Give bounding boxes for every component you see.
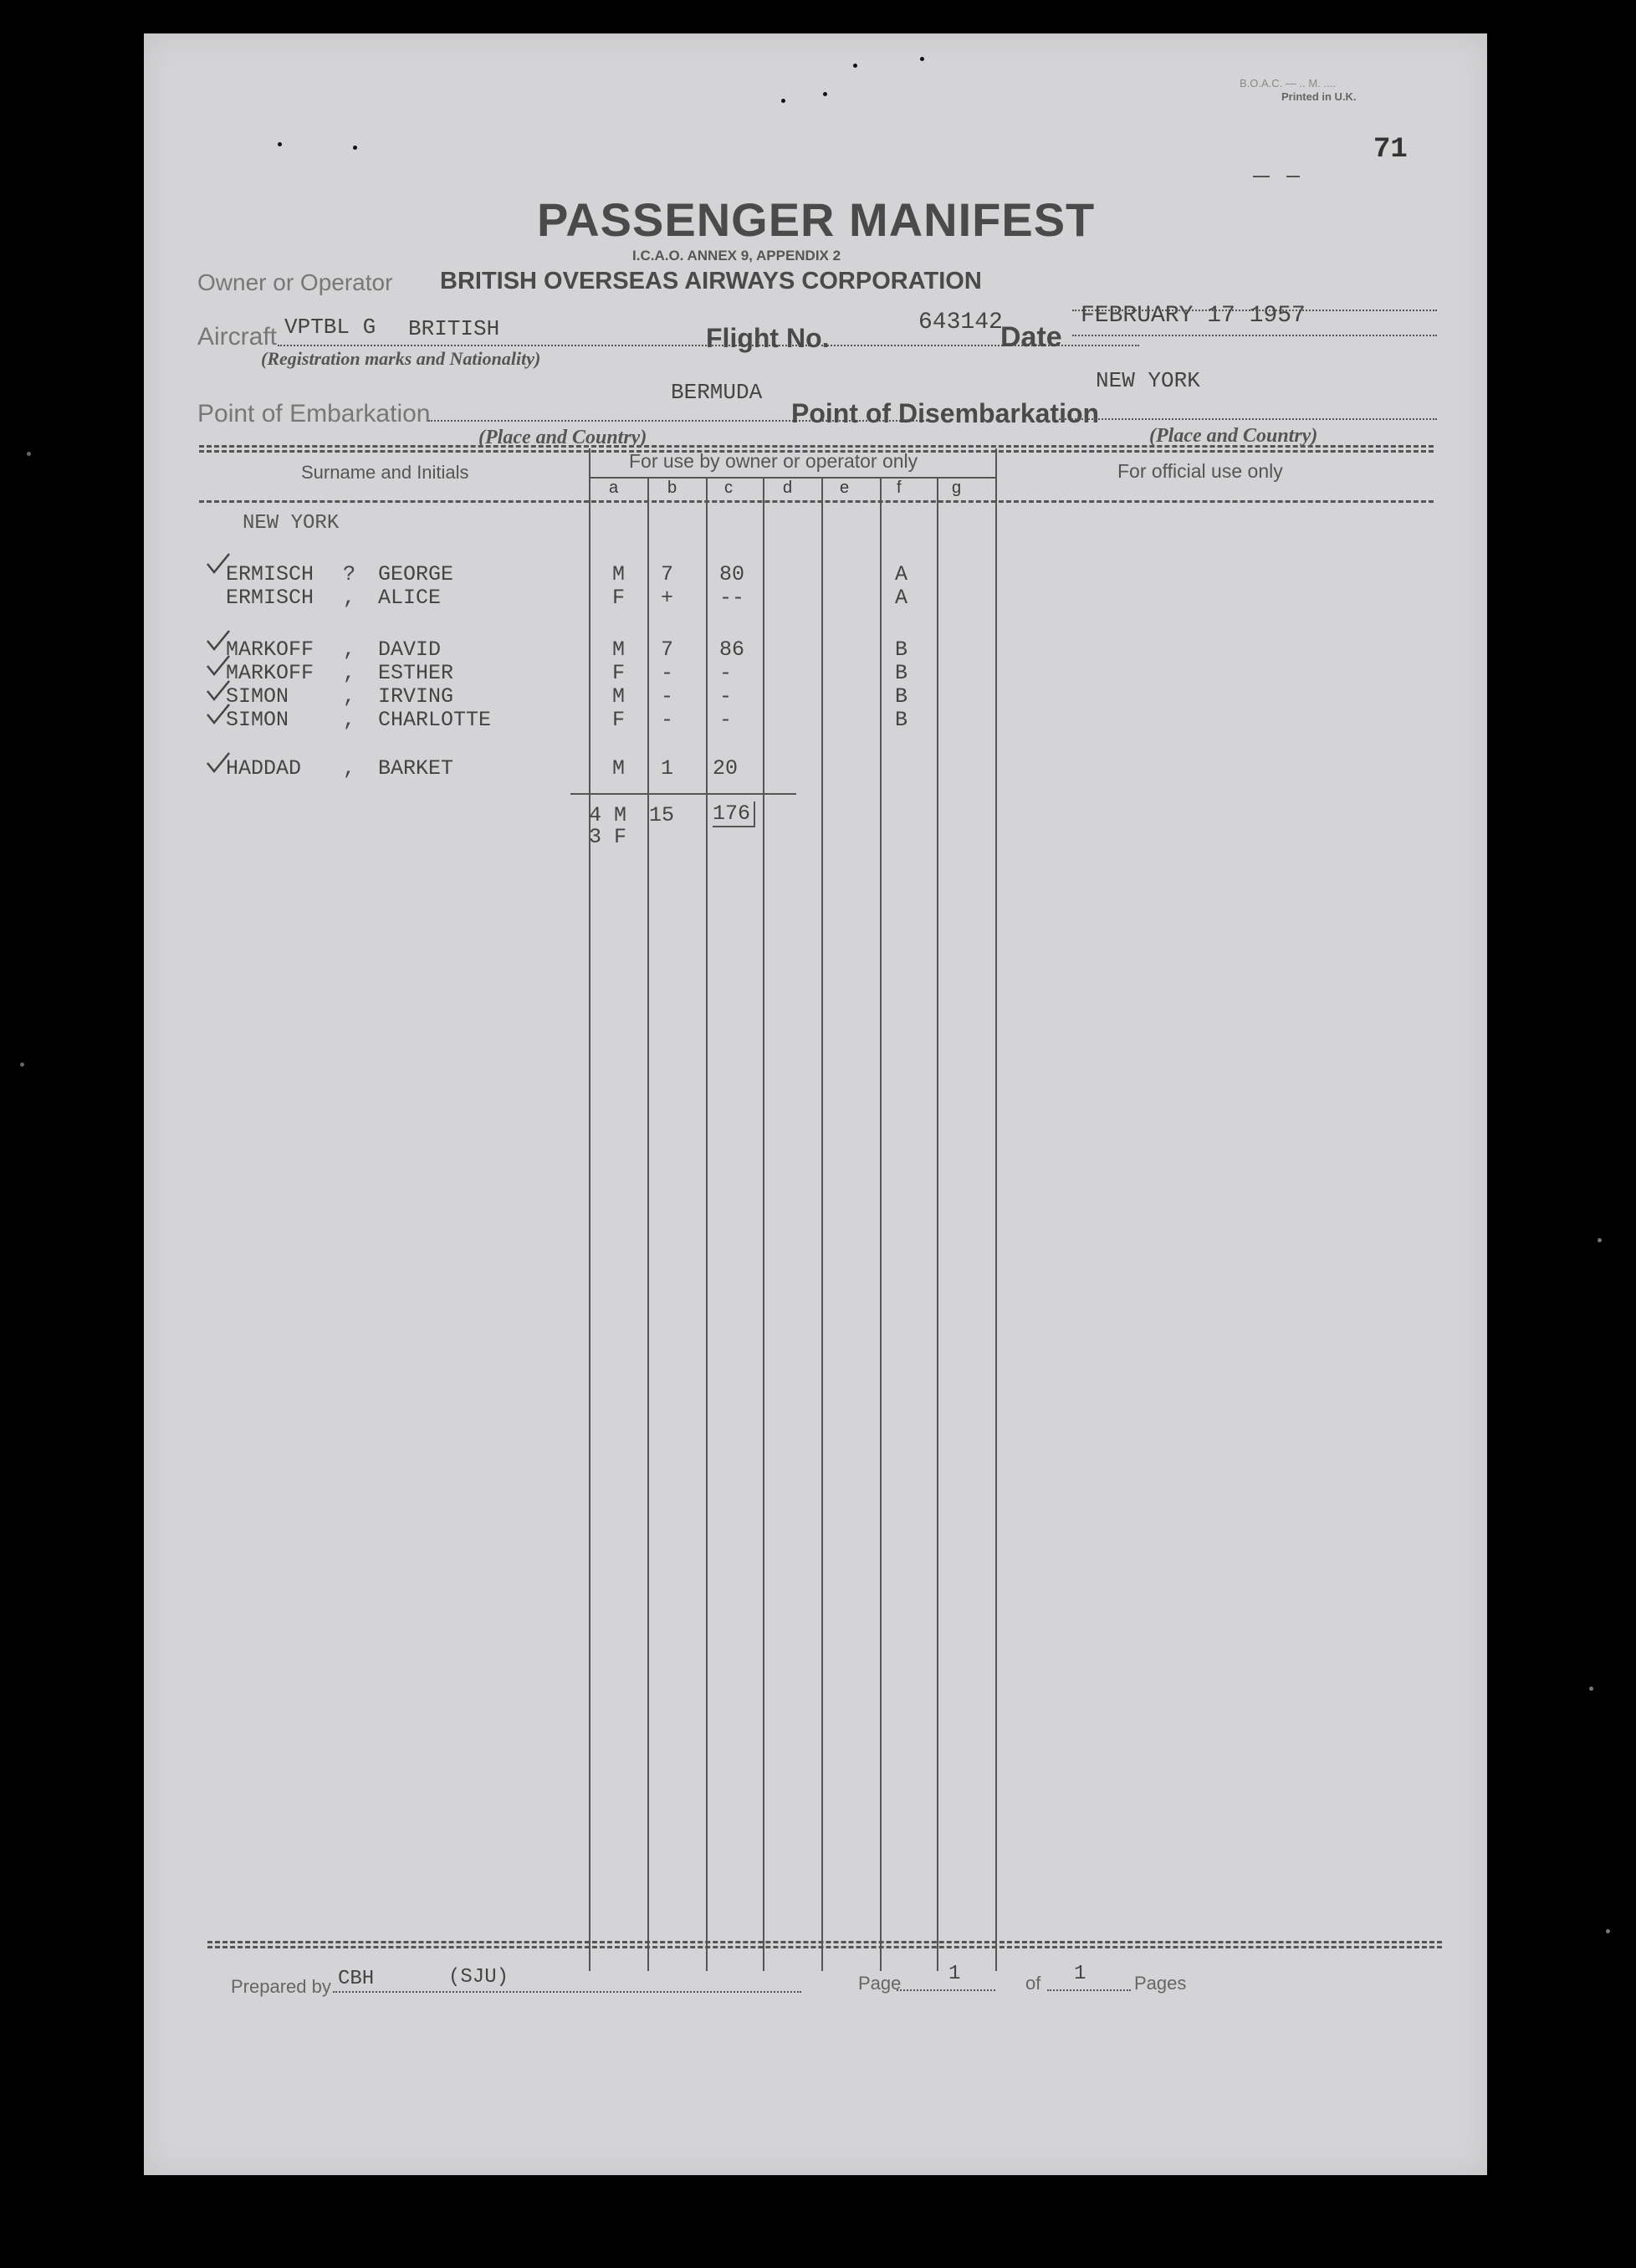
passenger-col-b: + bbox=[661, 586, 674, 610]
passenger-col-c: - bbox=[719, 661, 733, 685]
page-value: 1 bbox=[948, 1963, 961, 1985]
flight-label: Flight No. bbox=[706, 323, 830, 353]
column-divider bbox=[706, 477, 708, 1971]
speck bbox=[20, 1062, 24, 1067]
column-divider bbox=[763, 477, 764, 1971]
passenger-given-name: ESTHER bbox=[378, 661, 454, 685]
passenger-given-name: ALICE bbox=[378, 586, 442, 610]
embarkation-caption: (Place and Country) bbox=[478, 427, 647, 448]
date-underline bbox=[1072, 335, 1437, 336]
speck bbox=[823, 92, 827, 96]
passenger-col-f: B bbox=[895, 708, 908, 732]
passenger-surname: ERMISCH bbox=[226, 562, 314, 586]
passenger-sex: F bbox=[612, 586, 626, 610]
destination-heading: NEW YORK bbox=[243, 512, 340, 535]
passenger-col-c: -- bbox=[719, 586, 745, 610]
column-divider bbox=[589, 448, 590, 1971]
passenger-col-b: 7 bbox=[661, 562, 674, 586]
passenger-separator: , bbox=[343, 661, 356, 685]
passenger-col-c: - bbox=[719, 684, 733, 709]
speck bbox=[278, 142, 282, 146]
of-underline bbox=[1047, 1989, 1131, 1991]
page-underline bbox=[897, 1989, 995, 1991]
disembarkation-value: NEW YORK bbox=[1096, 368, 1200, 393]
speck bbox=[1589, 1687, 1593, 1691]
aircraft-nationality: BRITISH bbox=[408, 316, 500, 341]
disembarkation-underline bbox=[1059, 418, 1437, 420]
column-letter-g: g bbox=[952, 479, 962, 497]
passenger-separator: , bbox=[343, 586, 356, 610]
passenger-col-b: 7 bbox=[661, 637, 674, 662]
page-title: PASSENGER MANIFEST bbox=[537, 193, 1096, 246]
page-label: Page bbox=[858, 1973, 902, 1994]
column-letter-f: f bbox=[897, 479, 902, 497]
subheader-rule bbox=[589, 477, 997, 479]
date-label: Date bbox=[1000, 321, 1062, 353]
printer-mark: B.O.A.C. — .. M. .... bbox=[1240, 77, 1336, 90]
of-label: of bbox=[1025, 1973, 1041, 1994]
passenger-sex: M bbox=[612, 756, 626, 781]
passenger-surname: SIMON bbox=[226, 708, 289, 732]
passenger-col-f: A bbox=[895, 586, 908, 610]
passenger-separator: , bbox=[343, 637, 356, 662]
passenger-separator: , bbox=[343, 708, 356, 732]
passenger-given-name: CHARLOTTE bbox=[378, 708, 492, 732]
passenger-separator: ? bbox=[343, 562, 356, 586]
column-header-surname: Surname and Initials bbox=[301, 462, 469, 483]
disembarkation-caption: (Place and Country) bbox=[1149, 425, 1318, 447]
passenger-sex: M bbox=[612, 684, 626, 709]
prepared-by-underline bbox=[333, 1991, 801, 1993]
passenger-col-c: 86 bbox=[719, 637, 745, 662]
passenger-col-b: - bbox=[661, 708, 674, 732]
column-letter-b: b bbox=[667, 479, 677, 497]
prepared-by-value: CBH bbox=[338, 1968, 375, 1990]
column-divider bbox=[937, 477, 938, 1971]
aircraft-label: Aircraft bbox=[197, 323, 278, 351]
passenger-surname: MARKOFF bbox=[226, 661, 314, 685]
passenger-col-c: 20 bbox=[713, 756, 739, 781]
passenger-col-f: A bbox=[895, 562, 908, 586]
column-divider bbox=[880, 477, 882, 1971]
speck bbox=[27, 452, 31, 456]
manifest-sheet bbox=[144, 33, 1487, 2175]
totals-rule bbox=[570, 793, 796, 795]
table-top-rule bbox=[199, 445, 1434, 448]
of-value: 1 bbox=[1074, 1963, 1086, 1985]
column-header-official: For official use only bbox=[1117, 460, 1283, 482]
column-header-owner-group: For use by owner or operator only bbox=[629, 450, 918, 472]
passenger-surname: HADDAD bbox=[226, 756, 302, 781]
passenger-given-name: BARKET bbox=[378, 756, 454, 781]
passenger-surname: MARKOFF bbox=[226, 637, 314, 662]
passenger-col-b: - bbox=[661, 661, 674, 685]
date-overline bbox=[1072, 310, 1437, 311]
passenger-sex: F bbox=[612, 708, 626, 732]
prepared-by-extra: (SJU) bbox=[448, 1966, 509, 1989]
total-col-b: 15 bbox=[649, 803, 675, 827]
passenger-col-f: B bbox=[895, 661, 908, 685]
flight-underline bbox=[821, 345, 1139, 346]
passenger-col-b: 1 bbox=[661, 756, 674, 781]
embarkation-label: Point of Embarkation bbox=[197, 400, 431, 427]
aircraft-registration: VPTBL G bbox=[284, 315, 376, 340]
dash-mark bbox=[1253, 176, 1270, 177]
passenger-separator: , bbox=[343, 756, 356, 781]
speck bbox=[853, 64, 857, 68]
aircraft-caption: (Registration marks and Nationality) bbox=[261, 348, 541, 369]
column-divider bbox=[647, 477, 649, 1971]
speck bbox=[1606, 1929, 1610, 1933]
page-subtitle: I.C.A.O. ANNEX 9, APPENDIX 2 bbox=[632, 248, 841, 264]
owner-label: Owner or Operator bbox=[197, 269, 393, 295]
date-value: FEBRUARY 17 1957 bbox=[1081, 303, 1306, 329]
table-bottom-rule bbox=[207, 1941, 1442, 1943]
passenger-given-name: DAVID bbox=[378, 637, 442, 662]
passenger-col-f: B bbox=[895, 684, 908, 709]
passenger-col-c: - bbox=[719, 708, 733, 732]
passenger-sex: F bbox=[612, 661, 626, 685]
passenger-col-f: B bbox=[895, 637, 908, 662]
header-bottom-rule bbox=[199, 500, 1434, 503]
total-col-c: 176 bbox=[713, 801, 755, 827]
table-bottom-rule bbox=[207, 1946, 1442, 1948]
total-females: 3 F bbox=[589, 825, 627, 849]
column-divider bbox=[821, 477, 823, 1971]
embarkation-value: BERMUDA bbox=[671, 380, 763, 405]
disembarkation-label: Point of Disembarkation bbox=[791, 398, 1100, 428]
dash-mark bbox=[1286, 176, 1300, 177]
passenger-given-name: IRVING bbox=[378, 684, 454, 709]
passenger-sex: M bbox=[612, 562, 626, 586]
page-number: 71 bbox=[1373, 134, 1408, 166]
speck bbox=[353, 146, 357, 150]
flight-number: 643142 bbox=[918, 310, 1003, 335]
speck bbox=[1598, 1238, 1602, 1242]
passenger-separator: , bbox=[343, 684, 356, 709]
speck bbox=[920, 57, 924, 61]
column-letter-a: a bbox=[609, 479, 619, 497]
passenger-sex: M bbox=[612, 637, 626, 662]
pages-label: Pages bbox=[1134, 1973, 1187, 1994]
column-letter-e: e bbox=[840, 479, 850, 497]
passenger-surname: ERMISCH bbox=[226, 586, 314, 610]
total-males: 4 M bbox=[589, 803, 627, 827]
column-letter-d: d bbox=[783, 479, 793, 497]
speck bbox=[781, 99, 785, 103]
printed-in: Printed in U.K. bbox=[1281, 90, 1357, 103]
column-letter-c: c bbox=[724, 479, 733, 497]
passenger-surname: SIMON bbox=[226, 684, 289, 709]
prepared-by-label: Prepared by bbox=[231, 1976, 331, 1997]
passenger-given-name: GEORGE bbox=[378, 562, 454, 586]
column-divider bbox=[995, 448, 997, 1971]
owner-value: BRITISH OVERSEAS AIRWAYS CORPORATION bbox=[440, 268, 982, 294]
passenger-col-c: 80 bbox=[719, 562, 745, 586]
passenger-col-b: - bbox=[661, 684, 674, 709]
